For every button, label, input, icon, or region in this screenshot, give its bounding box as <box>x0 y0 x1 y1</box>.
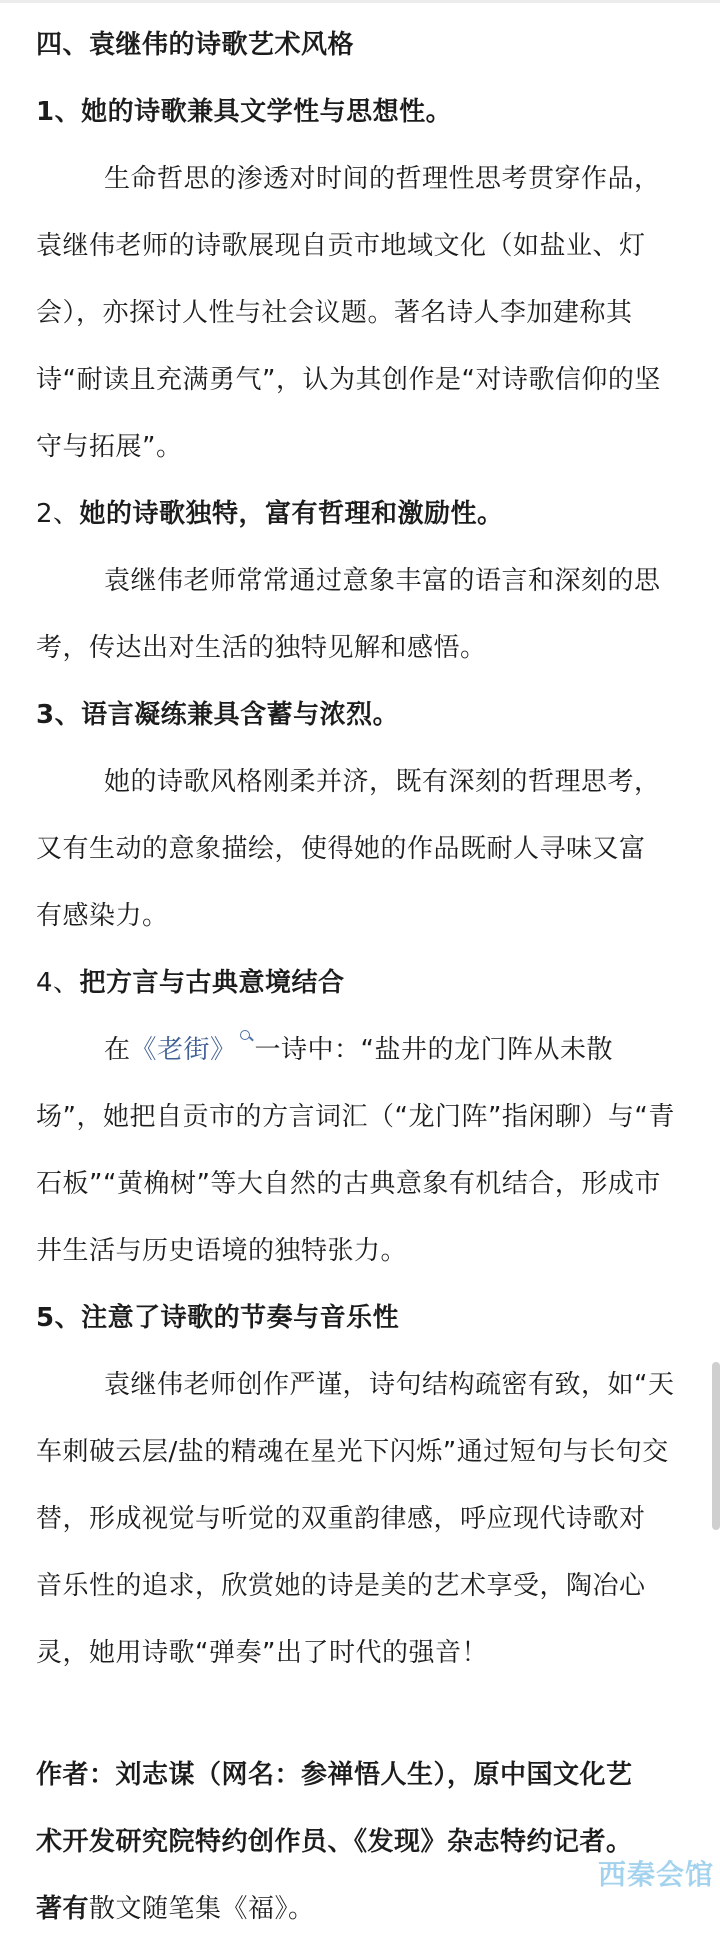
author-works-label: 著有 <box>36 1894 90 1924</box>
watermark-logo: 西秦会馆 <box>597 1858 714 1891</box>
point-2-title: 她的诗歌独特，富有哲理和激励性。 <box>79 499 504 529</box>
author-line: 术开发研究院特约创作员、《发现》杂志特约记者。 <box>36 1827 633 1857</box>
paragraph-line: 场”，她把自贡市的方言词汇（“龙门阵”指闲聊）与“青 <box>36 1102 675 1132</box>
paragraph-line: 考，传达出对生活的独特见解和感悟。 <box>36 633 487 663</box>
paragraph-line: 有感染力。 <box>36 901 169 931</box>
paragraph-line: 又有生动的意象描绘，使得她的作品既耐人寻味又富 <box>36 834 646 864</box>
paragraph-line: 袁继伟老师的诗歌展现自贡市地域文化（如盐业、灯 <box>36 231 646 261</box>
paragraph-line: 她的诗歌风格刚柔并济，既有深刻的哲理思考， <box>104 767 661 797</box>
paragraph-line: 袁继伟老师创作严谨，诗句结构疏密有致，如“天 <box>104 1370 675 1400</box>
author-line: 作者：刘志谋（网名：参禅悟人生），原中国文化艺 <box>36 1760 633 1790</box>
author-works <box>36 1876 686 1943</box>
search-icon[interactable] <box>239 1029 253 1043</box>
point-4-title: 把方言与古典意境结合 <box>79 968 345 998</box>
paragraph-line: 守与拓展”。 <box>36 432 183 462</box>
paragraph-line: 会），亦探讨人性与社会议题。著名诗人李加建称其 <box>36 298 633 328</box>
paragraph-line: 诗“耐读且充满勇气”，认为其创作是“对诗歌信仰的坚 <box>36 365 661 395</box>
poem-title-link[interactable]: 《老街》 <box>130 1035 237 1065</box>
link-suffix-text: 一诗中：“盐井的龙门阵从未散 <box>254 1035 614 1065</box>
paragraph-line: 生命哲思的渗透对时间的哲理性思考贯穿作品， <box>104 164 661 194</box>
paragraph-line: 灵，她用诗歌“弹奏”出了时代的强音！ <box>36 1638 488 1668</box>
paragraph-line: 井生活与历史语境的独特张力。 <box>36 1236 408 1266</box>
top-divider <box>0 0 720 3</box>
paragraph-line: 替，形成视觉与听觉的双重韵律感，呼应现代诗歌对 <box>36 1504 646 1534</box>
point-4-heading <box>36 950 686 1017</box>
paragraph-line: 袁继伟老师常常通过意象丰富的语言和深刻的思 <box>104 566 661 596</box>
section-heading: 四、袁继伟的诗歌艺术风格 <box>36 30 355 60</box>
point-2-heading <box>36 481 686 548</box>
author-works-text: 散文随笔集《福》。 <box>89 1894 315 1924</box>
paragraph-line-with-link <box>36 1017 686 1084</box>
paragraph-line: 车刺破云层/盐的精魂在星光下闪烁”通过短句与长句交 <box>36 1437 669 1467</box>
point-4-number: 4、 <box>36 968 80 998</box>
spacer <box>36 1687 686 1742</box>
paragraph-line: 石板”“黄桷树”等大自然的古典意象有机结合，形成市 <box>36 1169 661 1199</box>
point-3-heading: 3、语言凝练兼具含蓄与浓烈。 <box>36 700 400 730</box>
article-body <box>36 12 686 1943</box>
point-5-heading: 5、注意了诗歌的节奏与音乐性 <box>36 1303 400 1333</box>
point-1-heading: 1、她的诗歌兼具文学性与思想性。 <box>36 97 453 127</box>
point-2-number: 2、 <box>36 499 80 529</box>
paragraph-line: 音乐性的追求，欣赏她的诗是美的艺术享受，陶冶心 <box>36 1571 646 1601</box>
link-prefix-text: 在 <box>104 1035 131 1065</box>
scrollbar[interactable] <box>712 1362 720 1530</box>
